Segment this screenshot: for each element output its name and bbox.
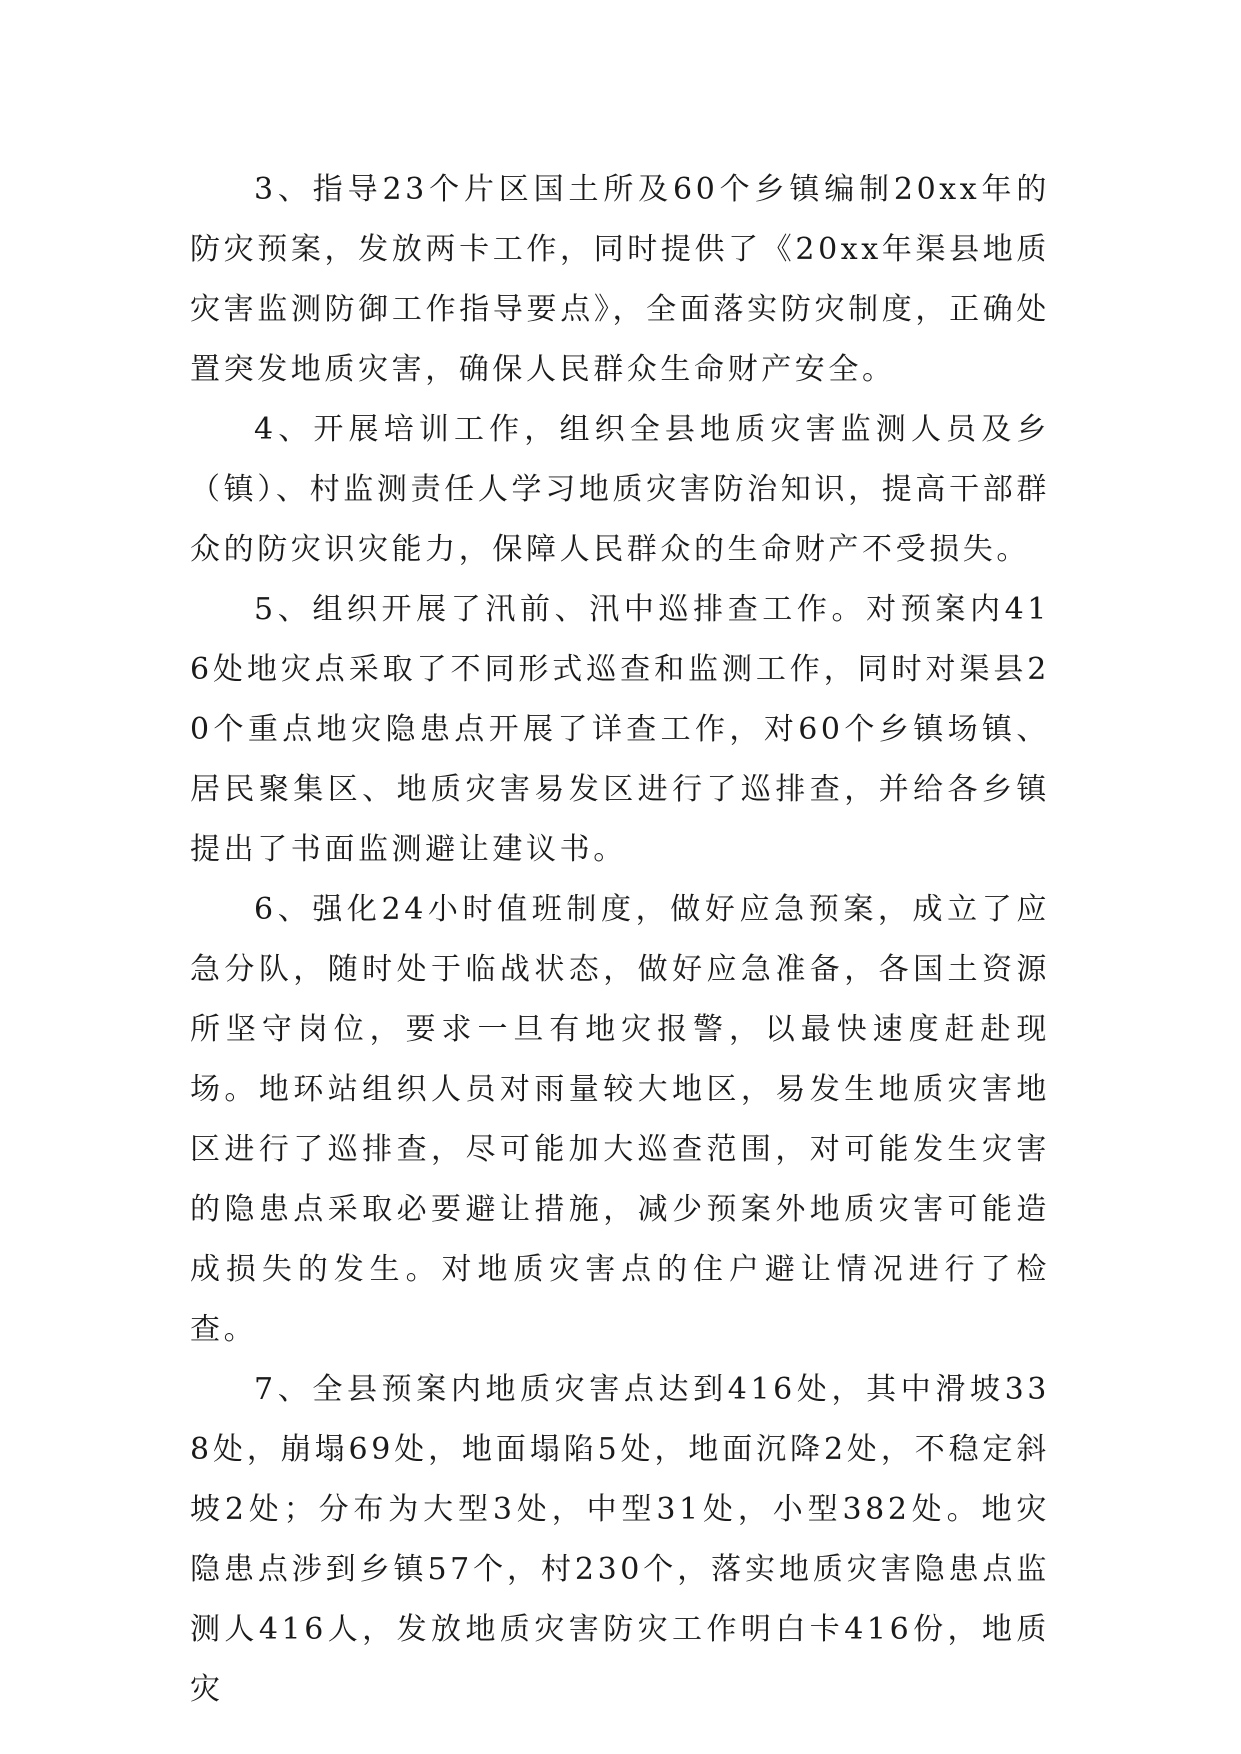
paragraph-3: 3、指导23个片区国土所及60个乡镇编制20xx年的防灾预案，发放两卡工作，同时提供了《20xx年渠县地质灾害监测防御工作指导要点》，全面落实防灾制度，正确处置突发地质灾害，确保人民群众生命财产安全。 bbox=[190, 172, 1050, 387]
paragraph-5: 5、组织开展了汛前、汛中巡排查工作。对预案内416处地灾点采取了不同形式巡查和监测工作，同时对渠县20个重点地灾隐患点开展了详查工作，对60个乡镇场镇、居民聚集区、地质灾害易发区进行了巡排查，并给各乡镇提出了书面监测避让建议书。 bbox=[190, 592, 1050, 867]
document-body bbox=[190, 160, 1050, 1720]
paragraph-6: 6、强化24小时值班制度，做好应急预案，成立了应急分队，随时处于临战状态，做好应急准备，各国土资源所坚守岗位，要求一旦有地灾报警，以最快速度赶赴现场。地环站组织人员对雨量较大地区，易发生地质灾害地区进行了巡排查，尽可能加大巡查范围，对可能发生灾害的隐患点采取必要避让措施，减少预案外地质灾害可能造成损失的发生。对地质灾害点的住户避让情况进行了检查。 bbox=[190, 892, 1050, 1347]
paragraph-7: 7、全县预案内地质灾害点达到416处，其中滑坡338处，崩塌69处，地面塌陷5处，地面沉降2处，不稳定斜坡2处；分布为大型3处，中型31处，小型382处。地灾隐患点涉到乡镇57个，村230个，落实地质灾害隐患点监测人416人，发放地质灾害防灾工作明白卡416份，地质灾 bbox=[190, 1372, 1050, 1707]
paragraph-4: 4、开展培训工作，组织全县地质灾害监测人员及乡（镇）、村监测责任人学习地质灾害防治知识，提高干部群众的防灾识灾能力，保障人民群众的生命财产不受损失。 bbox=[190, 412, 1050, 567]
